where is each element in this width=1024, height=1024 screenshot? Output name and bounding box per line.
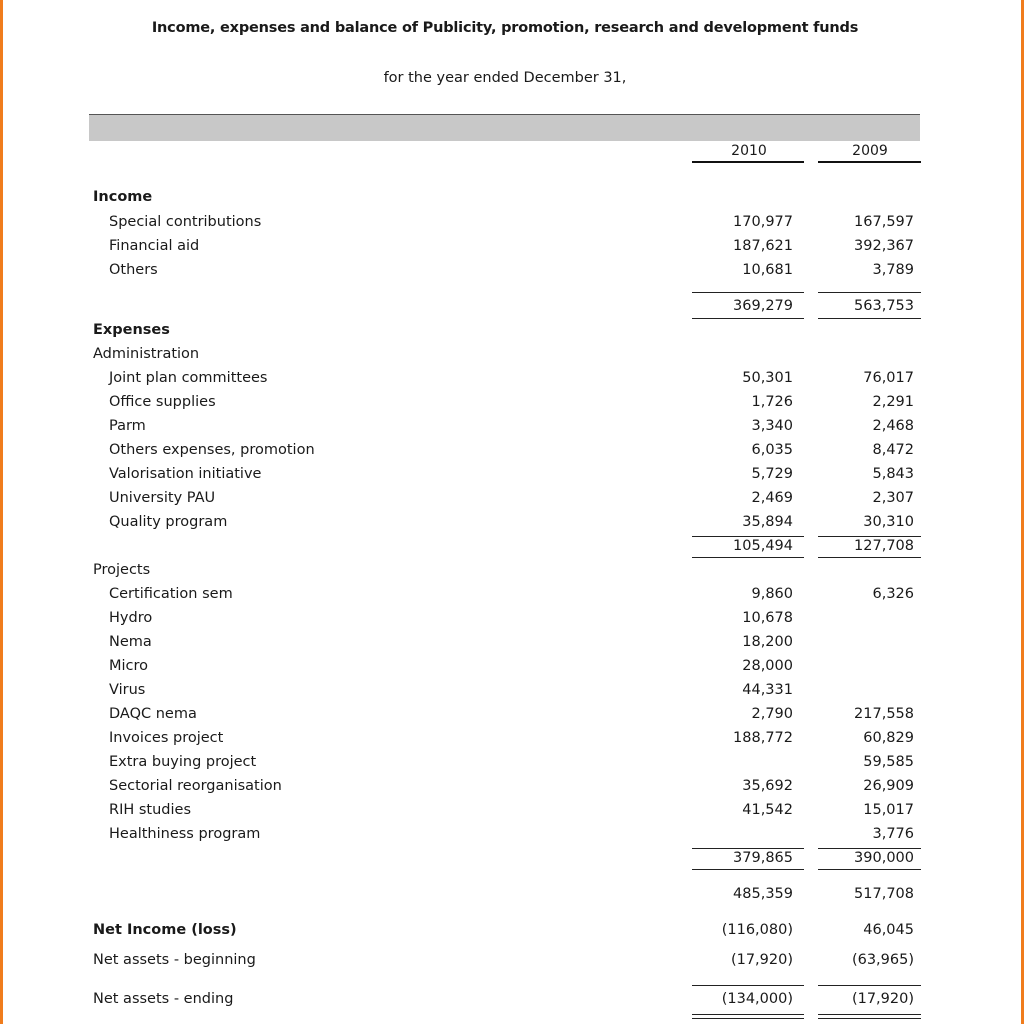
total-value-2010: 105,494 bbox=[733, 538, 793, 554]
rule-line bbox=[692, 536, 804, 537]
section-heading: Projects bbox=[93, 562, 151, 578]
expenses-heading bbox=[0, 322, 1024, 344]
cell-value-2010: 28,000 bbox=[742, 658, 793, 674]
table-row bbox=[0, 442, 1024, 464]
table-row bbox=[0, 730, 1024, 752]
cell-value-2010: 50,301 bbox=[742, 370, 793, 386]
table-row bbox=[0, 586, 1024, 608]
rule-line bbox=[818, 292, 921, 293]
rule-line bbox=[818, 1018, 921, 1019]
income-heading bbox=[0, 189, 1024, 211]
rule-line bbox=[818, 557, 921, 558]
cell-value-2009: 167,597 bbox=[854, 214, 914, 230]
rule-line bbox=[692, 1018, 804, 1019]
rule-line bbox=[692, 985, 804, 986]
row-label: Nema bbox=[109, 634, 152, 650]
table-row bbox=[0, 778, 1024, 800]
cell-value-2009: 5,843 bbox=[872, 466, 914, 482]
expenses-total bbox=[0, 886, 1024, 908]
table-row bbox=[0, 754, 1024, 776]
table-row bbox=[0, 490, 1024, 512]
cell-value-2010: 3,340 bbox=[751, 418, 793, 434]
row-label: Sectorial reorganisation bbox=[109, 778, 282, 794]
table-row bbox=[0, 610, 1024, 632]
table-row bbox=[0, 802, 1024, 824]
cell-value-2010: 170,977 bbox=[733, 214, 793, 230]
rule-line bbox=[818, 985, 921, 986]
row-label: University PAU bbox=[109, 490, 216, 506]
cell-value-2010: 5,729 bbox=[751, 466, 793, 482]
rule-line bbox=[692, 318, 804, 319]
table-row bbox=[0, 658, 1024, 680]
cell-value-2010: 41,542 bbox=[742, 802, 793, 818]
cell-value-2009: 392,367 bbox=[854, 238, 914, 254]
table-row bbox=[0, 634, 1024, 656]
total-value-2010: 369,279 bbox=[733, 298, 793, 314]
row-label: DAQC nema bbox=[109, 706, 197, 722]
cell-value-2009: (63,965) bbox=[851, 952, 914, 968]
row-label: Micro bbox=[109, 658, 149, 674]
report-title: Income, expenses and balance of Publicity, promotion, research and development funds bbox=[151, 20, 859, 36]
total-value-2010: 485,359 bbox=[733, 886, 793, 902]
total-value-2009: 127,708 bbox=[854, 538, 914, 554]
section-heading: Expenses bbox=[93, 322, 170, 338]
row-label: Net Income (loss) bbox=[93, 922, 237, 938]
column-header-2010: 2010 bbox=[731, 143, 767, 159]
row-label: Office supplies bbox=[109, 394, 216, 410]
cell-value-2010: (116,080) bbox=[721, 922, 793, 938]
rule-line bbox=[818, 1014, 921, 1015]
cell-value-2010: (17,920) bbox=[730, 952, 793, 968]
cell-value-2010: 18,200 bbox=[742, 634, 793, 650]
cell-value-2010: 188,772 bbox=[733, 730, 793, 746]
section-heading: Income bbox=[93, 189, 153, 205]
table-header-band bbox=[89, 114, 920, 141]
table-row bbox=[0, 370, 1024, 392]
total-value-2009: 517,708 bbox=[854, 886, 914, 902]
table-row bbox=[0, 262, 1024, 284]
table-row bbox=[0, 394, 1024, 416]
row-label: Hydro bbox=[109, 610, 153, 626]
cell-value-2009: 30,310 bbox=[863, 514, 914, 530]
row-label: Net assets - ending bbox=[93, 991, 234, 1007]
rule-line bbox=[818, 536, 921, 537]
income-total bbox=[0, 298, 1024, 320]
projects-heading bbox=[0, 562, 1024, 584]
cell-value-2009: 76,017 bbox=[863, 370, 914, 386]
cell-value-2009: 2,468 bbox=[872, 418, 914, 434]
row-label: Others bbox=[109, 262, 158, 278]
table-row bbox=[0, 466, 1024, 488]
row-label: Joint plan committees bbox=[109, 370, 268, 386]
cell-value-2010: 10,678 bbox=[742, 610, 793, 626]
cell-value-2009: 2,307 bbox=[872, 490, 914, 506]
cell-value-2009: 26,909 bbox=[863, 778, 914, 794]
rule-line bbox=[818, 848, 921, 849]
table-row bbox=[0, 418, 1024, 440]
cell-value-2010: 9,860 bbox=[751, 586, 793, 602]
table-row bbox=[0, 826, 1024, 848]
rule-line bbox=[692, 848, 804, 849]
row-label: Extra buying project bbox=[109, 754, 257, 770]
row-label: Certification sem bbox=[109, 586, 233, 602]
cell-value-2009: 15,017 bbox=[863, 802, 914, 818]
cell-value-2010: 187,621 bbox=[733, 238, 793, 254]
table-row bbox=[0, 682, 1024, 704]
row-label: Parm bbox=[109, 418, 146, 434]
rule-line bbox=[692, 292, 804, 293]
table-row bbox=[0, 214, 1024, 236]
cell-value-2010: 44,331 bbox=[742, 682, 793, 698]
cell-value-2010: 10,681 bbox=[742, 262, 793, 278]
cell-value-2010: 1,726 bbox=[751, 394, 793, 410]
total-value-2009: 563,753 bbox=[854, 298, 914, 314]
row-label: Valorisation initiative bbox=[109, 466, 262, 482]
row-label: RIH studies bbox=[109, 802, 192, 818]
administration-heading bbox=[0, 346, 1024, 368]
row-label: Financial aid bbox=[109, 238, 200, 254]
total-value-2009: 390,000 bbox=[854, 850, 914, 866]
cell-value-2009: 60,829 bbox=[863, 730, 914, 746]
rule-line bbox=[692, 1014, 804, 1015]
row-label: Virus bbox=[109, 682, 146, 698]
total-value-2010: 379,865 bbox=[733, 850, 793, 866]
row-label: Net assets - beginning bbox=[93, 952, 256, 968]
cell-value-2010: 35,692 bbox=[742, 778, 793, 794]
table-row bbox=[0, 706, 1024, 728]
table-row bbox=[0, 238, 1024, 260]
cell-value-2010: 2,469 bbox=[751, 490, 793, 506]
cell-value-2009: 3,789 bbox=[872, 262, 914, 278]
cell-value-2009: 2,291 bbox=[872, 394, 914, 410]
net-assets-ending-row bbox=[0, 991, 1024, 1013]
column-header-2009: 2009 bbox=[852, 143, 888, 159]
cell-value-2010: 6,035 bbox=[751, 442, 793, 458]
rule-line bbox=[818, 869, 921, 870]
cell-value-2010: 35,894 bbox=[742, 514, 793, 530]
report-subtitle: for the year ended December 31, bbox=[383, 70, 627, 86]
row-label: Special contributions bbox=[109, 214, 262, 230]
cell-value-2009: 46,045 bbox=[863, 922, 914, 938]
cell-value-2009: 217,558 bbox=[854, 706, 914, 722]
row-label: Healthiness program bbox=[109, 826, 261, 842]
section-heading: Administration bbox=[93, 346, 200, 362]
rule-line bbox=[692, 869, 804, 870]
cell-value-2009: 8,472 bbox=[872, 442, 914, 458]
cell-value-2009: 59,585 bbox=[863, 754, 914, 770]
cell-value-2010: (134,000) bbox=[721, 991, 793, 1007]
rule-line bbox=[818, 318, 921, 319]
column-header-underline bbox=[692, 161, 804, 163]
cell-value-2009: 6,326 bbox=[872, 586, 914, 602]
cell-value-2010: 2,790 bbox=[751, 706, 793, 722]
row-label: Others expenses, promotion bbox=[109, 442, 315, 458]
cell-value-2009: (17,920) bbox=[851, 991, 914, 1007]
net-assets-beginning-row bbox=[0, 952, 1024, 974]
table-row bbox=[0, 514, 1024, 536]
rule-line bbox=[692, 557, 804, 558]
cell-value-2009: 3,776 bbox=[872, 826, 914, 842]
column-header-underline bbox=[818, 161, 921, 163]
row-label: Quality program bbox=[109, 514, 228, 530]
net-income-row bbox=[0, 922, 1024, 944]
row-label: Invoices project bbox=[109, 730, 224, 746]
